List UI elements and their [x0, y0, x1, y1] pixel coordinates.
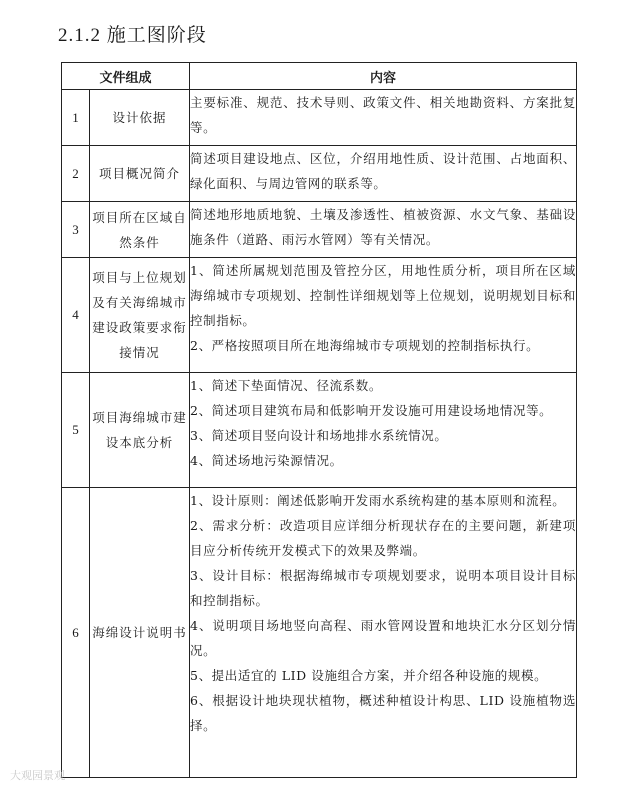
table-header-row: [62, 63, 577, 90]
content-paragraph: 2、简述项目建筑布局和低影响开发设施可用建设场地情况等。: [190, 403, 553, 418]
header-file-composition: 文件组成: [62, 63, 190, 90]
content-paragraph: 4、说明项目场地竖向高程、雨水管网设置和地块汇水分区划分情况。: [190, 618, 577, 658]
table-row: [62, 258, 577, 373]
row-number: 5: [62, 373, 90, 488]
row-content: [190, 258, 577, 373]
content-paragraph: 4、简述场地污染源情况。: [190, 453, 343, 468]
row-component: 项目与上位规划及有关海绵城市建设政策要求衔接情况: [90, 258, 190, 373]
row-content: [190, 90, 577, 146]
table-body: [62, 90, 577, 778]
content-paragraph: 2、需求分析：改造项目应详细分析现状存在的主要问题，新建项目应分析传统开发模式下的效果及弊端。: [190, 518, 577, 558]
row-component: 项目海绵城市建设本底分析: [90, 373, 190, 488]
row-content: [190, 146, 577, 202]
row-number: 4: [62, 258, 90, 373]
content-paragraph: 1、设计原则：阐述低影响开发雨水系统构建的基本原则和流程。: [190, 493, 566, 508]
row-component: 项目所在区域自然条件: [90, 202, 190, 258]
watermark: 大观园景观: [10, 769, 65, 782]
table-row: [62, 146, 577, 202]
content-paragraph: 1、简述所属规划范围及管控分区，用地性质分析，项目所在区域海绵城市专项规划、控制性详细规划等上位规划，说明规划目标和控制指标。: [190, 263, 577, 328]
section-heading: 2.1.2 施工图阶段: [58, 25, 207, 46]
row-content: [190, 373, 577, 488]
row-component: 项目概况简介: [90, 146, 190, 202]
row-content: [190, 202, 577, 258]
content-paragraph: 简述地形地质地貌、土壤及渗透性、植被资源、水文气象、基础设施条件（道路、雨污水管网）等有关情况。: [190, 207, 577, 247]
row-component: 海绵设计说明书: [90, 488, 190, 778]
content-paragraph: 3、简述项目竖向设计和场地排水系统情况。: [190, 428, 448, 443]
content-paragraph: 5、提出适宜的 LID 设施组合方案，并介绍各种设施的规模。: [190, 668, 548, 683]
content-paragraph: 主要标准、规范、技术导则、政策文件、相关地勘资料、方案批复等。: [190, 95, 577, 135]
row-number: 3: [62, 202, 90, 258]
content-paragraph: 2、严格按照项目所在地海绵城市专项规划的控制指标执行。: [190, 338, 540, 353]
row-number: 6: [62, 488, 90, 778]
row-number: 1: [62, 90, 90, 146]
table-row: [62, 488, 577, 778]
document-table: [61, 62, 577, 778]
content-paragraph: 3、设计目标：根据海绵城市专项规划要求，说明本项目设计目标和控制指标。: [190, 568, 577, 608]
table-row: [62, 373, 577, 488]
header-content: 内容: [190, 63, 577, 90]
content-paragraph: 简述项目建设地点、区位，介绍用地性质、设计范围、占地面积、绿化面积、与周边管网的联系等。: [190, 151, 577, 191]
row-component: 设计依据: [90, 90, 190, 146]
content-paragraph: 1、简述下垫面情况、径流系数。: [190, 378, 382, 393]
row-content: [190, 488, 577, 778]
content-paragraph: 6、根据设计地块现状植物，概述种植设计构思、LID 设施植物选择。: [190, 693, 577, 733]
table-row: [62, 90, 577, 146]
row-number: 2: [62, 146, 90, 202]
table-row: [62, 202, 577, 258]
